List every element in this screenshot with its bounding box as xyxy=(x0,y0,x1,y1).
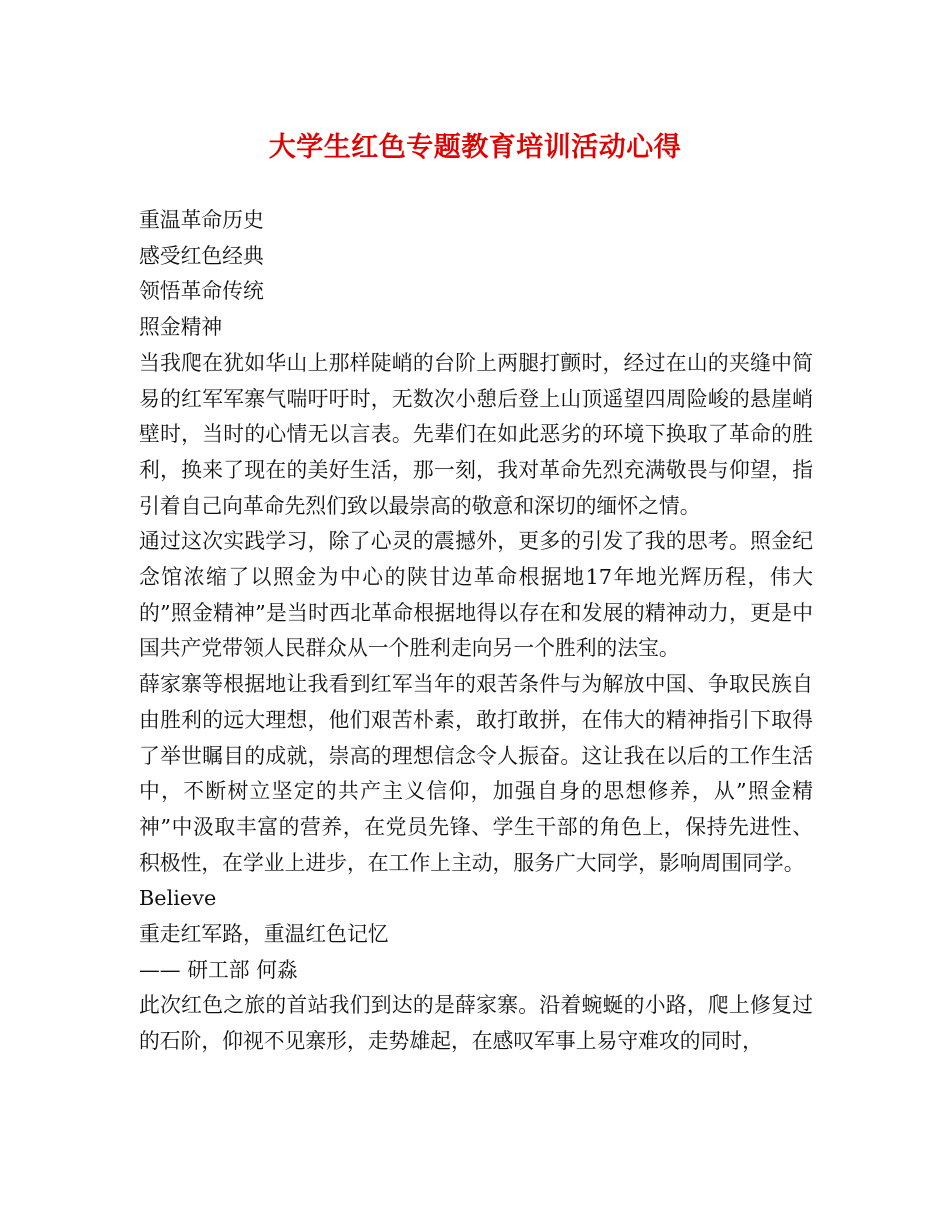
body-paragraph: 薛家寨等根据地让我看到红军当年的艰苦条件与为解放中国、争取民族自由胜利的远大理想，他们艰苦朴素，敢打敢拼，在伟大的精神指引下取得了举世瞩目的成就，崇高的理想信念令人振奋。这让我在以后的工作生活中，不断树立坚定的共产主义信仰，加强自身的思想修养，从”照金精神”中汲取丰富的营养，在党员先锋、学生干部的角色上，保持先进性、积极性，在学业上进步，在工作上主动，服务广大同学，影响周围同学。 xyxy=(139,672,813,875)
section-heading: Believe xyxy=(139,886,217,911)
heading-line: 重温革命历史 xyxy=(139,208,264,232)
document-title: 大学生红色专题教育培训活动心得 xyxy=(268,132,682,163)
heading-line: 感受红色经典 xyxy=(139,243,264,268)
body-paragraph: 通过这次实践学习，除了心灵的震撼外，更多的引发了我的思考。照金纪念馆浓缩了以照金为中心的陕甘边革命根据地17年地光辉历程，伟大的”照金精神”是当时西北革命根据地得以存在和发展的精神动力，更是中国共产党带领人民群众从一个胜利走向另一个胜利的法宝。 xyxy=(139,529,813,661)
section-heading: 照金精神 xyxy=(139,315,223,340)
body-paragraph: 当我爬在犹如华山上那样陡峭的台阶上两腿打颤时，经过在山的夹缝中简易的红军军寨气喘吁吁时，无数次小憩后登上山顶遥望四周险峻的悬崖峭壁时，当时的心情无以言表。先辈们在如此恶劣的环境下换取了革命的胜利，换来了现在的美好生活，那一刻，我对革命先烈充满敬畏与仰望，指引着自己向革命先烈们致以最崇高的敬意和深切的缅怀之情。 xyxy=(139,350,813,518)
author-line: —— 研工部 何淼 xyxy=(139,957,298,982)
heading-line: 领悟革命传统 xyxy=(139,279,264,304)
body-paragraph: 此次红色之旅的首站我们到达的是薛家寨。沿着蜿蜒的小路，爬上修复过的石阶，仰视不见寨形，走势雄起，在感叹军事上易守难攻的同时， xyxy=(139,993,813,1054)
section-subtitle: 重走红军路，重温红色记忆 xyxy=(139,922,389,947)
document-body xyxy=(139,203,813,1060)
